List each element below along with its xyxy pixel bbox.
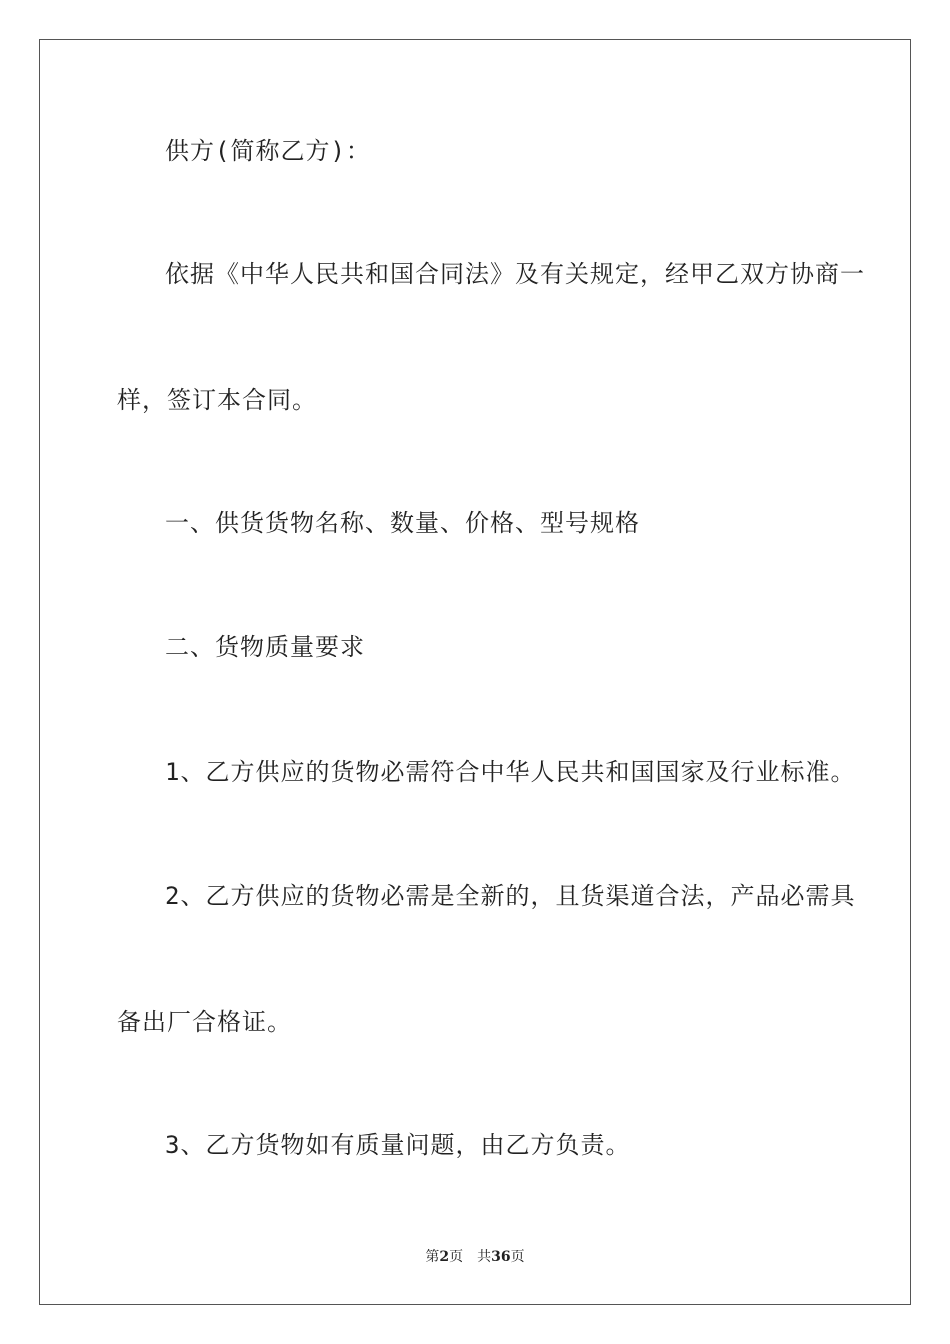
clause-2-line-1: 2、乙方供应的货物必需是全新的，且货渠道合法，产品必需具 [165,882,856,910]
footer-page-prefix: 第 [425,1249,440,1265]
page-footer [0,1248,950,1266]
section-1-heading: 一、供货货物名称、数量、价格、型号规格 [165,509,640,537]
footer-total-pages: 36 [491,1249,511,1265]
supplier-label-line: 供方(简称乙方)： [165,137,371,165]
footer-total-prefix: 共 [477,1249,492,1265]
page-border [39,39,911,1305]
section-2-heading: 二、货物质量要求 [165,633,365,661]
contract-basis-line-1: 依据《中华人民共和国合同法》及有关规定，经甲乙双方协商一 [165,260,865,288]
clause-1: 1、乙方供应的货物必需符合中华人民共和国国家及行业标准。 [165,758,856,786]
clause-3: 3、乙方货物如有质量问题，由乙方负责。 [165,1131,631,1159]
footer-page-suffix: 页 [449,1249,464,1265]
contract-basis-line-2: 样，签订本合同。 [117,386,317,414]
footer-page-number: 2 [439,1249,450,1265]
footer-total-suffix: 页 [510,1249,525,1265]
clause-2-line-2: 备出厂合格证。 [117,1008,292,1036]
